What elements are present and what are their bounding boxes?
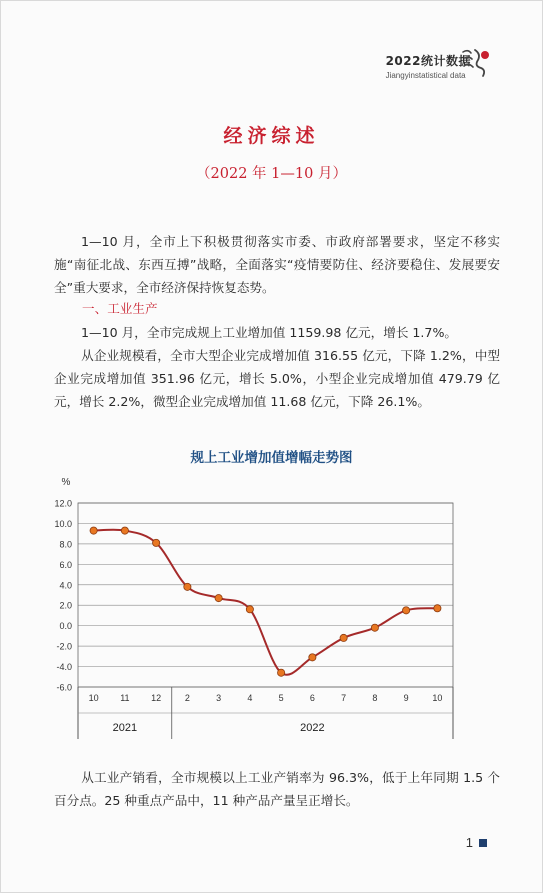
x-tick-label: 10 xyxy=(432,693,443,703)
y-tick-label: 10.0 xyxy=(54,518,72,529)
calligraphy-logo-icon xyxy=(459,46,491,80)
y-tick-label: 12.0 xyxy=(54,498,72,509)
y-axis-label: % xyxy=(61,477,71,488)
page-number: 1 xyxy=(465,835,473,850)
series-line xyxy=(94,530,438,675)
data-point xyxy=(153,539,160,546)
page-marker xyxy=(479,839,487,847)
doc-title: 经济综述 xyxy=(223,125,320,147)
chart-title: 规上工业增加值增幅走势图 xyxy=(190,450,353,466)
y-tick-label: -6.0 xyxy=(56,682,72,693)
paragraph-sales xyxy=(54,766,500,812)
y-tick-label: -4.0 xyxy=(56,662,72,673)
paragraph-intro-text: 1—10 月，全市上下积极贯彻落实市委、市政府部署要求，坚定不移实施“南征北战、东西互搏”战略，全面落实“疫情要防住、经济要稳住、发展要安全”重大要求，全市经济保持恢复态势。 xyxy=(54,234,500,295)
y-tick-label: 6.0 xyxy=(59,559,72,570)
section-heading: 一、工业生产 xyxy=(82,301,158,316)
paragraph-intro xyxy=(54,230,500,299)
y-tick-label: 0.0 xyxy=(59,621,72,632)
paragraph-scale xyxy=(54,344,500,413)
data-point xyxy=(246,606,253,613)
data-point xyxy=(309,654,316,661)
y-tick-label: 4.0 xyxy=(59,580,72,591)
data-point xyxy=(121,527,128,534)
data-point xyxy=(403,607,410,614)
x-tick-label: 8 xyxy=(372,693,378,703)
x-tick-label: 12 xyxy=(151,693,162,703)
x-tick-label: 11 xyxy=(120,693,130,703)
data-point xyxy=(371,624,378,631)
x-tick-label: 9 xyxy=(403,693,409,703)
line-chart xyxy=(40,470,460,740)
doc-subtitle: （2022 年 1—10 月） xyxy=(196,166,347,182)
x-tick-label: 7 xyxy=(341,693,347,703)
y-tick-label: 2.0 xyxy=(59,600,72,611)
data-point xyxy=(215,594,222,601)
x-tick-label: 4 xyxy=(247,693,253,703)
x-tick-label: 2 xyxy=(184,693,190,703)
data-point xyxy=(90,527,97,534)
data-point xyxy=(340,634,347,641)
y-tick-label: -2.0 xyxy=(56,641,72,652)
paragraph-sales-text: 从工业产销看，全市规模以上工业产销率为 96.3%，低于上年同期 1.5 个百分点。25 种重点产品中，11 种产品产量呈正增长。 xyxy=(54,770,500,808)
paragraph-scale-text: 从企业规模看，全市大型企业完成增加值 316.55 亿元，下降 1.2%，中型企业完成增加值 351.96 亿元，增长 5.0%，小型企业完成增加值 479.79 亿元，增长 2.2%，微型企业完成增加值 11.68 亿元，下降 26.1%。 xyxy=(54,348,500,409)
x-tick-label: 3 xyxy=(216,693,222,703)
y-tick-label: 8.0 xyxy=(59,539,72,550)
paragraph-output-text: 1—10 月，全市完成规上工业增加值 1159.98 亿元，增长 1.7%。 xyxy=(81,325,457,340)
header-title-text: 统计数据 xyxy=(420,54,471,68)
data-point xyxy=(434,605,441,612)
x-tick-label: 6 xyxy=(309,693,315,703)
x-tick-label: 10 xyxy=(88,693,99,703)
group-label: 2022 xyxy=(300,722,325,734)
plot-frame xyxy=(78,503,453,687)
data-point xyxy=(278,669,285,676)
header-year: 2022 xyxy=(385,54,421,68)
x-tick-label: 5 xyxy=(278,693,284,703)
paragraph-output xyxy=(54,321,500,344)
data-point xyxy=(184,583,191,590)
header-subtitle: Jiangyinstatistical data xyxy=(385,71,466,80)
group-label: 2021 xyxy=(112,722,138,734)
